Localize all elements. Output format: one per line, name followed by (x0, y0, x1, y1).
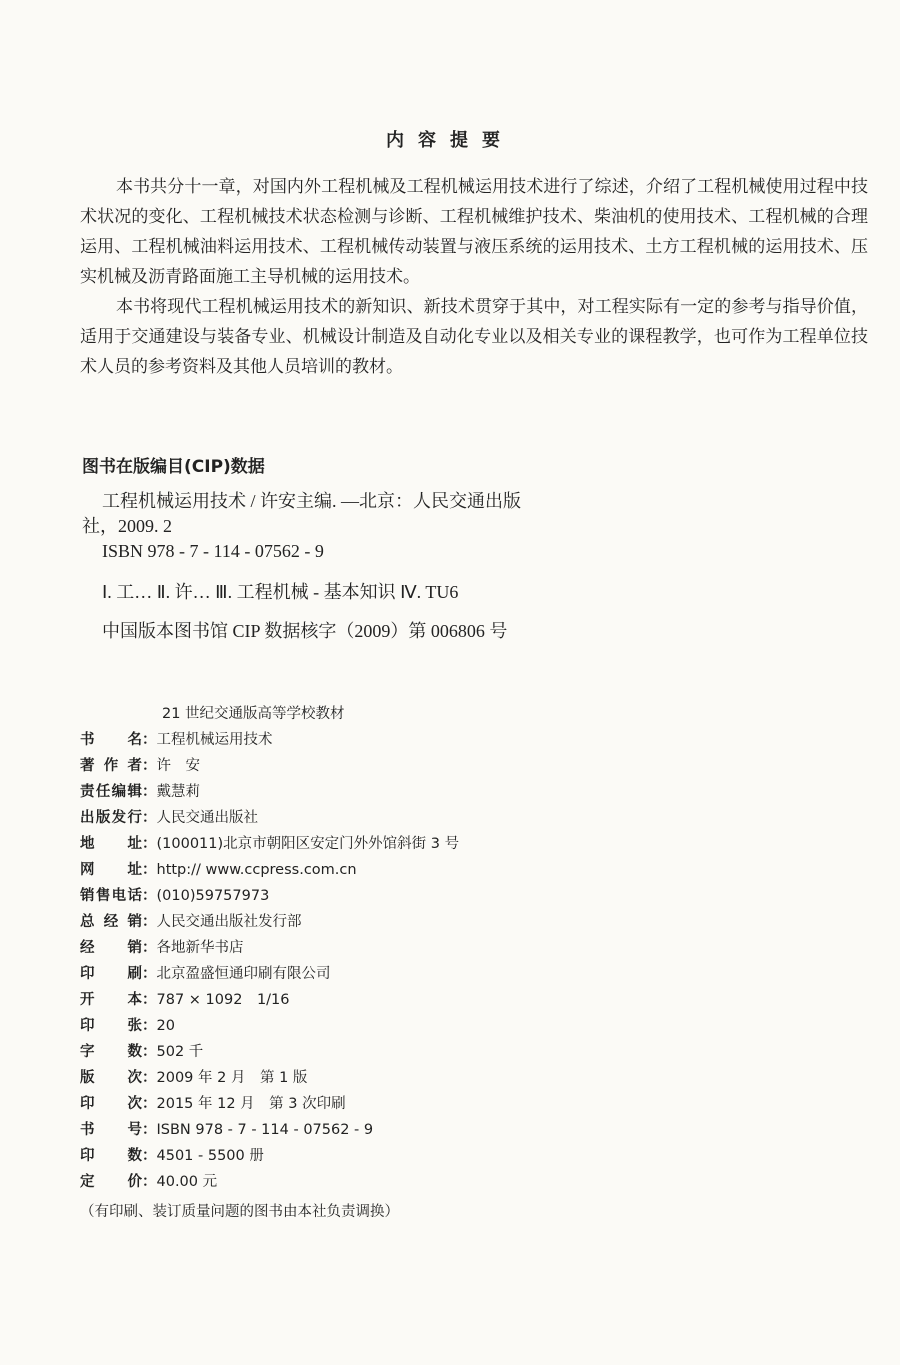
colophon-row (80, 1068, 868, 1094)
colophon-row (80, 860, 868, 886)
colophon-value: 20 (156, 1018, 175, 1034)
series-name: 21 世纪交通版高等学校教材 (162, 706, 345, 722)
colophon-colon: ： (142, 1122, 157, 1138)
colophon-value: 各地新华书店 (156, 940, 244, 956)
colophon-colon: ： (142, 966, 157, 982)
cip-line: ISBN 978 - 7 - 114 - 07562 - 9 (102, 541, 324, 561)
colophon-colon: ： (142, 1148, 157, 1164)
colophon-label: 定价 (80, 1174, 142, 1190)
colophon-row (80, 730, 868, 756)
colophon-label: 印张 (80, 1018, 142, 1034)
colophon-row (80, 1094, 868, 1120)
colophon-label: 网址 (80, 862, 142, 878)
colophon-value: 许 安 (156, 758, 200, 774)
colophon-colon: ： (142, 784, 157, 800)
cip-line: 中国版本图书馆 CIP 数据核字（2009）第 006806 号 (102, 621, 508, 641)
colophon-row (80, 938, 868, 964)
cip-line: 社，2009. 2 (82, 516, 172, 536)
colophon-value: http:// www.ccpress.com.cn (156, 862, 357, 878)
colophon-value: 人民交通出版社 (156, 810, 258, 826)
summary-title: 内容提要 (386, 130, 514, 151)
colophon-colon: ： (142, 1018, 157, 1034)
colophon-row (80, 1146, 868, 1172)
colophon-value: 787 × 1092 1/16 (156, 992, 290, 1008)
colophon-row (80, 782, 868, 808)
colophon-row (80, 756, 868, 782)
colophon-colon: ： (142, 732, 157, 748)
colophon-row (80, 1172, 868, 1198)
colophon-row (80, 834, 868, 860)
colophon-colon: ： (142, 888, 157, 904)
colophon-colon: ： (142, 862, 157, 878)
colophon-label: 印次 (80, 1096, 142, 1112)
colophon-label: 字数 (80, 1044, 142, 1060)
colophon-label: 地址 (80, 836, 142, 852)
cip-block (80, 452, 868, 644)
colophon-value: (100011)北京市朝阳区安定门外外馆斜街 3 号 (156, 836, 460, 852)
colophon-value: 戴慧莉 (156, 784, 200, 800)
colophon-row (80, 964, 868, 990)
colophon-row (80, 886, 868, 912)
colophon-value: ISBN 978 - 7 - 114 - 07562 - 9 (156, 1122, 374, 1138)
colophon-row (80, 1016, 868, 1042)
colophon-label: 书号 (80, 1122, 142, 1138)
colophon-row (80, 912, 868, 938)
colophon-colon: ： (142, 810, 157, 826)
colophon-label: 著作者 (80, 758, 142, 774)
colophon-label: 书名 (80, 732, 142, 748)
cip-line: 工程机械运用技术 / 许安主编. —北京：人民交通出版 (102, 491, 521, 511)
colophon-colon: ： (142, 758, 157, 774)
colophon-colon: ： (142, 836, 157, 852)
colophon-row (80, 990, 868, 1016)
colophon-value: 4501 - 5500 册 (156, 1148, 264, 1164)
colophon-value: 北京盈盛恒通印刷有限公司 (156, 966, 331, 982)
colophon-colon: ： (142, 992, 157, 1008)
colophon-value: 人民交通出版社发行部 (156, 914, 302, 930)
colophon-colon: ： (142, 1174, 157, 1190)
colophon-label: 出版发行 (80, 810, 142, 826)
summary-paragraph-1: 本书共分十一章，对国内外工程机械及工程机械运用技术进行了综述，介绍了工程机械使用过程中技术状况的变化、工程机械技术状态检测与诊断、工程机械维护技术、柴油机的使用技术、工程机械的合理运用、工程机械油料运用技术、工程机械传动装置与液压系统的运用技术、土方工程机械的运用技术、压实机械及沥青路面施工主导机械的运用技术。 (80, 177, 868, 287)
colophon-label: 总经销 (80, 914, 142, 930)
colophon-block (80, 704, 868, 1222)
colophon-value: 2009 年 2 月 第 1 版 (156, 1070, 308, 1086)
colophon-rows (80, 730, 868, 1198)
colophon-label: 版次 (80, 1070, 142, 1086)
colophon-label: 销售电话 (80, 888, 142, 904)
colophon-value: 2015 年 12 月 第 3 次印刷 (156, 1096, 346, 1112)
colophon-label: 责任编辑 (80, 784, 142, 800)
colophon-value: 工程机械运用技术 (156, 732, 273, 748)
colophon-colon: ： (142, 940, 157, 956)
colophon-label: 经销 (80, 940, 142, 956)
colophon-colon: ： (142, 914, 157, 930)
colophon-row (80, 1042, 868, 1068)
cip-line: Ⅰ. 工… Ⅱ. 许… Ⅲ. 工程机械 - 基本知识 Ⅳ. TU6 (102, 582, 459, 602)
colophon-label: 印刷 (80, 966, 142, 982)
summary-paragraph-2: 本书将现代工程机械运用技术的新知识、新技术贯穿于其中，对工程实际有一定的参考与指导价值，适用于交通建设与装备专业、机械设计制造及自动化专业以及相关专业的课程教学，也可作为工程单位技术人员的参考资料及其他人员培训的教材。 (80, 297, 868, 377)
colophon-colon: ： (142, 1096, 157, 1112)
cip-title: 图书在版编目(CIP)数据 (82, 457, 265, 477)
colophon-colon: ： (142, 1070, 157, 1086)
colophon-colon: ： (142, 1044, 157, 1060)
colophon-value: (010)59757973 (156, 888, 270, 904)
colophon-row (80, 808, 868, 834)
colophon-label: 印数 (80, 1148, 142, 1164)
colophon-value: 502 千 (156, 1044, 204, 1060)
colophon-row (80, 1120, 868, 1146)
quality-note: （有印刷、装订质量问题的图书由本社负责调换） (80, 1204, 399, 1220)
colophon-label: 开本 (80, 992, 142, 1008)
colophon-value: 40.00 元 (156, 1174, 218, 1190)
